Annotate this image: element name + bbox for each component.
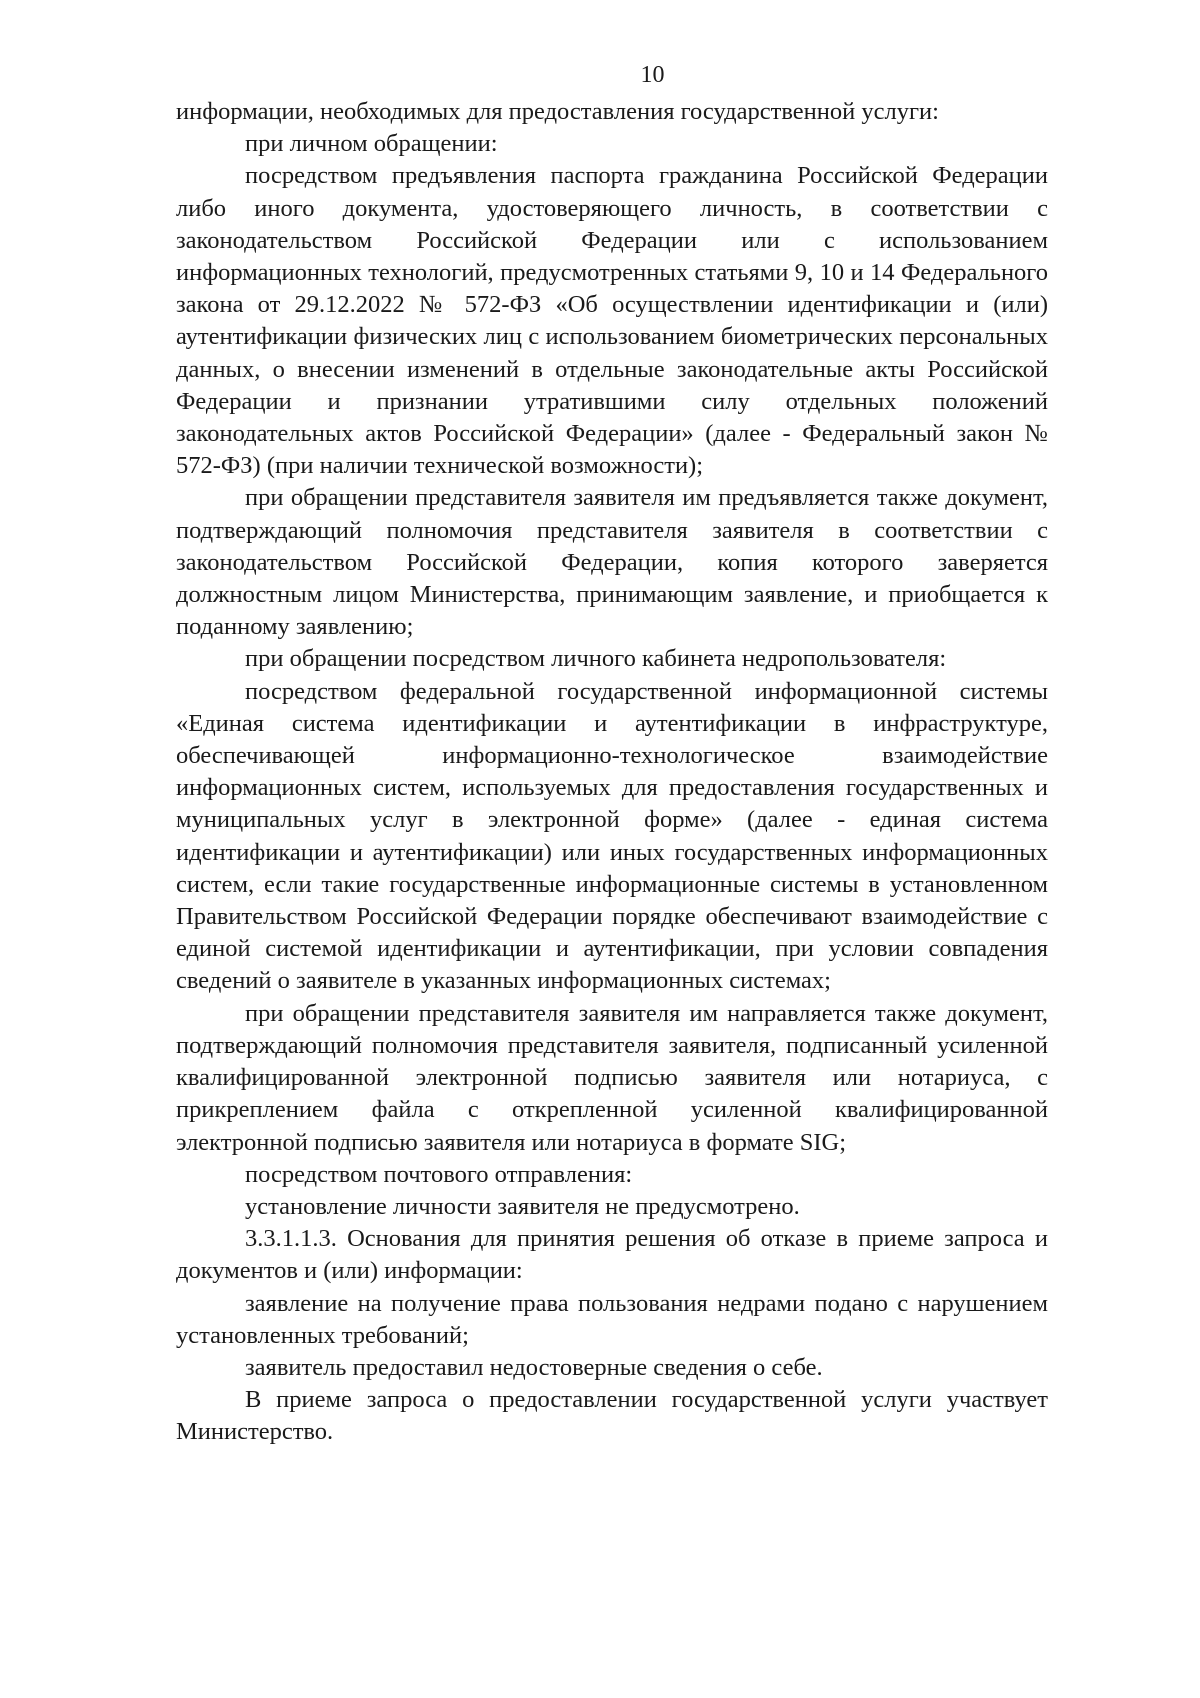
paragraph: при обращении посредством личного кабинета недропользователя:	[245, 645, 947, 673]
paragraph: при обращении представителя заявителя им направляется также документ, подтверждающий полномочия представителя заявителя, подписанный усиленной квалифицированной электронной подписью заявителя или нотариуса, с прикреплением файла с открепленной усиленной квалифицированной электронной подписью заявителя или нотариуса в формате SIG;	[176, 999, 1048, 1156]
paragraph: при обращении представителя заявителя им предъявляется также документ, подтверждающий полномочия представителя заявителя в соответствии с законодательством Российской Федерации, копия которого заверяется должностным лицом Министерства, принимающим заявление, и приобщается к поданному заявлению;	[176, 484, 1048, 641]
paragraph: посредством федеральной государственной информационной системы «Единая система идентификации и аутентификации в инфраструктуре, обеспечивающей информационно-технологическое взаимодействие информационных систем, используемых для предоставления государственных и муниципальных услуг в электронной форме» (далее - единая система идентификации и аутентификации) или иных государственных информационных систем, если такие государственные информационные системы в установленном Правительством Российской Федерации порядке обеспечивают взаимодействие с единой системой идентификации и аутентификации, при условии совпадения сведений о заявителе в указанных информационных системах;	[176, 677, 1048, 995]
paragraph: 3.3.1.1.3. Основания для принятия решения об отказе в приеме запроса и документов и (или) информации:	[176, 1225, 1048, 1285]
paragraph: заявление на получение права пользования недрами подано с нарушением установленных требований;	[176, 1289, 1048, 1349]
paragraph: заявитель предоставил недостоверные сведения о себе.	[245, 1353, 823, 1381]
page-number: 10	[640, 62, 665, 88]
paragraph: информации, необходимых для предоставления государственной услуги:	[176, 98, 939, 125]
paragraph: посредством почтового отправления:	[245, 1160, 633, 1188]
paragraph: установление личности заявителя не предусмотрено.	[245, 1192, 800, 1220]
paragraph: при личном обращении:	[245, 130, 498, 158]
paragraph: В приеме запроса о предоставлении государственной услуги участвует Министерство.	[176, 1386, 1048, 1446]
paragraph: посредством предъявления паспорта гражданина Российской Федерации либо иного документа, удостоверяющего личность, в соответствии с законодательством Российской Федерации или с использованием информационных технологий, предусмотренных статьями 9, 10 и 14 Федерального закона от 29.12.2022 № 572-ФЗ «Об осуществлении идентификации и (или) аутентификации физических лиц с использованием биометрических персональных данных, о внесении изменений в отдельные законодательные акты Российской Федерации и признании утратившими силу отдельных положений законодательных актов Российской Федерации» (далее - Федеральный закон № 572-ФЗ) (при наличии технической возможности);	[176, 162, 1048, 480]
document-body	[176, 96, 1048, 1449]
